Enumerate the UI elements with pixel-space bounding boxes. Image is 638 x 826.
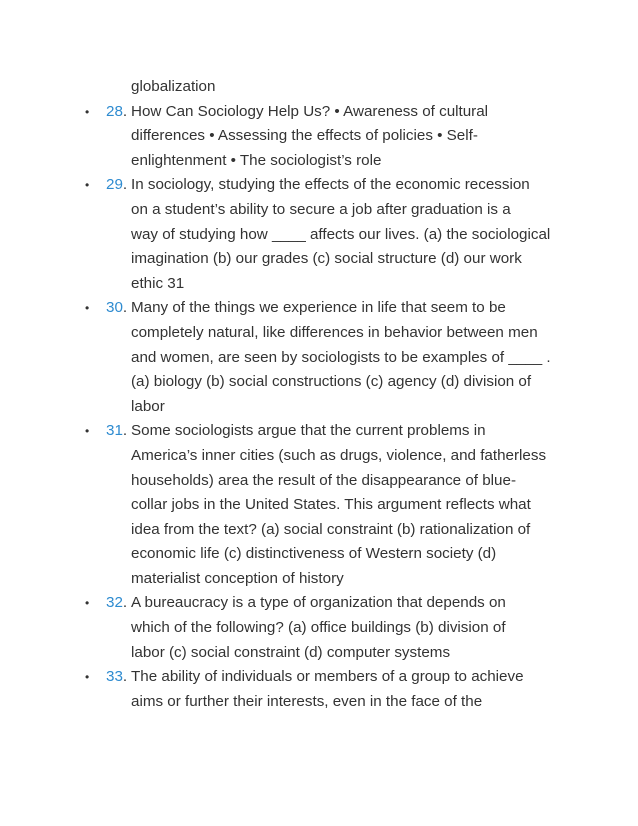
bullet-icon: • [85, 596, 90, 611]
item-number-link[interactable]: 28 [106, 102, 123, 120]
list-item-32 [78, 591, 558, 665]
item-number[interactable]: 31. [106, 422, 128, 440]
item-text-line: idea from the text? (a) social constraint (b) rationalization of [131, 520, 531, 538]
list-item-33 [78, 665, 558, 714]
list-item-31 [78, 419, 558, 591]
item-text-line: households) area the result of the disappearance of blue- [131, 471, 517, 489]
item-text-line: How Can Sociology Help Us? • Awareness of cultural [131, 102, 489, 120]
list-item-30 [78, 296, 558, 419]
item-text-line: and women, are seen by sociologists to be examples of ____ . [131, 348, 551, 366]
bullet-icon: • [85, 178, 90, 193]
bullet-icon: • [85, 104, 90, 119]
item-number-link[interactable]: 31 [106, 422, 123, 440]
item-text-line: Many of the things we experience in life that seem to be [131, 299, 506, 317]
item-text-line: completely natural, like differences in behavior between men [131, 323, 538, 341]
item-text-line: In sociology, studying the effects of the economic recession [131, 176, 530, 194]
continuation-text [78, 75, 558, 100]
item-text-line: labor [131, 397, 165, 415]
item-number-link[interactable]: 33 [106, 668, 123, 686]
item-text-line: America’s inner cities (such as drugs, violence, and fatherless [131, 446, 547, 464]
item-text-line: aims or further their interests, even in the face of the [131, 692, 483, 710]
item-text-line: imagination (b) our grades (c) social structure (d) our work [131, 250, 522, 268]
item-number-link[interactable]: 30 [106, 299, 123, 317]
bullet-icon: • [85, 424, 90, 439]
list-item-29 [78, 173, 558, 296]
document-content [78, 75, 558, 714]
continuation-line: globalization [131, 78, 216, 95]
item-text-line: ethic 31 [131, 274, 185, 292]
item-text-line: materialist conception of history [131, 569, 344, 587]
item-number[interactable]: 30. [106, 299, 128, 317]
item-number-link[interactable]: 32 [106, 594, 123, 612]
item-text-line: on a student’s ability to secure a job after graduation is a [131, 200, 511, 218]
item-text-line: collar jobs in the United States. This argument reflects what [131, 496, 531, 514]
item-text-line: economic life (c) distinctiveness of Western society (d) [131, 545, 497, 563]
bullet-icon: • [85, 301, 90, 316]
item-number[interactable]: 33. [106, 668, 128, 686]
item-number-link[interactable]: 29 [106, 176, 123, 194]
item-number[interactable]: 32. [106, 594, 128, 612]
item-text-line: Some sociologists argue that the current problems in [131, 422, 486, 440]
list-item-28 [78, 100, 558, 174]
item-text-line: The ability of individuals or members of a group to achieve [131, 668, 524, 686]
item-text-line: labor (c) social constraint (d) computer systems [131, 643, 451, 661]
item-text-line: which of the following? (a) office buildings (b) division of [131, 619, 506, 637]
item-number[interactable]: 28. [106, 102, 128, 120]
item-text-line: way of studying how ____ affects our lives. (a) the sociological [131, 225, 551, 243]
question-list [78, 100, 558, 715]
item-text-line: A bureaucracy is a type of organization that depends on [131, 594, 506, 612]
bullet-icon: • [85, 670, 90, 685]
item-text-line: differences • Assessing the effects of policies • Self- [131, 127, 478, 145]
item-number[interactable]: 29. [106, 176, 128, 194]
item-text-line: (a) biology (b) social constructions (c) agency (d) division of [131, 373, 532, 391]
item-text-line: enlightenment • The sociologist’s role [131, 151, 382, 169]
